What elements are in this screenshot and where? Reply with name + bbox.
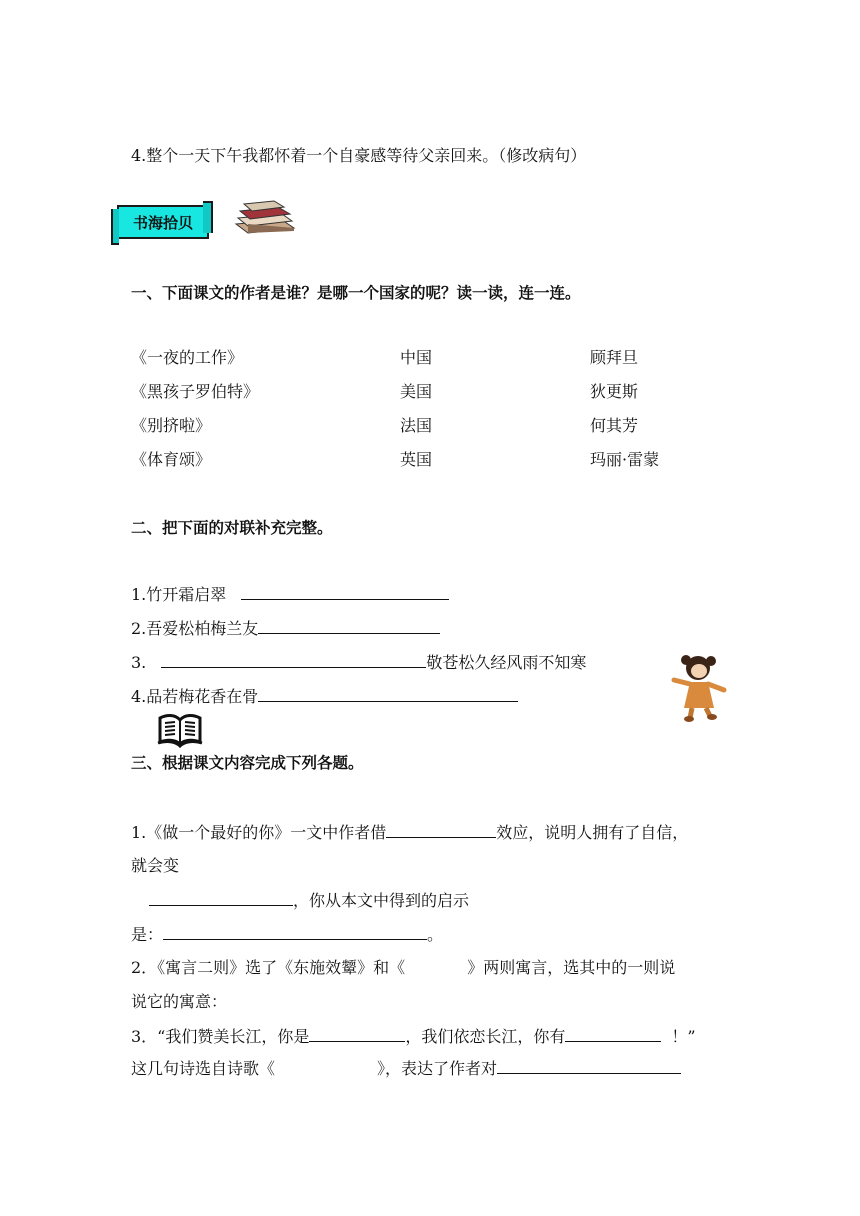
couplet-text: 1.竹开霜启翠 (131, 585, 227, 604)
question-text: 效应，说明人拥有了自信， (496, 823, 689, 842)
country: 法国 (400, 416, 433, 435)
banner-label: 书海拾贝 (132, 213, 193, 232)
question-1-line-3 (149, 890, 469, 911)
couplet-item-2 (131, 618, 440, 639)
answer-blank[interactable] (258, 686, 518, 702)
couplet-text: 4.品若梅花香在骨 (131, 687, 259, 706)
country: 英国 (400, 450, 433, 469)
sentence-correction-item: 4.整个一天下午我都怀着一个自豪感等待父亲回来。（修改病句） (131, 146, 587, 165)
answer-blank[interactable] (241, 584, 449, 600)
answer-blank[interactable] (258, 618, 440, 634)
question-1-line-4 (131, 924, 443, 945)
question-text: ，你从本文中得到的启示 (293, 891, 470, 910)
answer-blank[interactable] (497, 1058, 681, 1074)
author: 狄更斯 (590, 382, 639, 401)
section-banner (117, 205, 209, 239)
answer-blank[interactable] (163, 924, 427, 940)
question-text: 》，表达了作者对 (377, 1059, 498, 1078)
books-icon (232, 198, 298, 236)
answer-blank[interactable] (565, 1026, 661, 1042)
question-text: 2．《寓言二则》选了《东施效颦》和《 (131, 958, 406, 977)
couplet-item-3 (131, 652, 586, 673)
couplet-item-4 (131, 686, 518, 707)
question-2-line-2: 说它的寓意： (131, 992, 228, 1011)
question-3-line-2 (131, 1058, 681, 1079)
question-text: 这几句诗选自诗歌《 (131, 1059, 276, 1078)
couplet-text: 敬苍松久经风雨不知寒 (426, 653, 587, 672)
lesson-title: 《别挤啦》 (131, 416, 212, 435)
question-3-line-1 (131, 1026, 696, 1047)
question-text: 》两则寓言，选其中的一则说 (467, 958, 676, 977)
question-text: ，我们依恋长江，你有 (405, 1027, 566, 1046)
lesson-title: 《黑孩子罗伯特》 (131, 382, 260, 401)
question-text: 是： (131, 925, 164, 944)
country: 中国 (400, 348, 433, 367)
question-text: 。 (427, 925, 444, 944)
open-book-icon (156, 712, 204, 748)
lesson-title: 《体育颂》 (131, 450, 212, 469)
author: 玛丽·雷蒙 (590, 450, 660, 469)
couplet-text: 2.吾爱松柏梅兰友 (131, 619, 259, 638)
girl-figure-icon (668, 650, 732, 722)
lesson-title: 《一夜的工作》 (131, 348, 244, 367)
answer-blank[interactable] (149, 890, 293, 906)
section2-heading: 二、把下面的对联补充完整。 (131, 519, 333, 537)
author: 顾拜旦 (590, 348, 639, 367)
question-text: 1.《做一个最好的你》一文中作者借 (131, 823, 387, 842)
answer-blank[interactable] (309, 1026, 405, 1042)
question-1-line-1 (131, 822, 688, 843)
author: 何其芳 (590, 416, 639, 435)
answer-blank[interactable] (386, 822, 496, 838)
question-text: 3．“我们赞美长江，你是 (131, 1027, 310, 1046)
couplet-item-1 (131, 584, 449, 605)
answer-blank[interactable] (161, 652, 426, 668)
question-2-line-1 (131, 958, 675, 978)
question-text: ！” (671, 1027, 696, 1046)
section3-heading: 三、根据课文内容完成下列各题。 (131, 754, 364, 772)
question-1-line-2: 就会变 (131, 856, 180, 875)
section1-heading: 一、下面课文的作者是谁？是哪一个国家的呢？读一读，连一连。 (131, 284, 581, 302)
couplet-number: 3. (131, 653, 147, 672)
country: 美国 (400, 382, 433, 401)
